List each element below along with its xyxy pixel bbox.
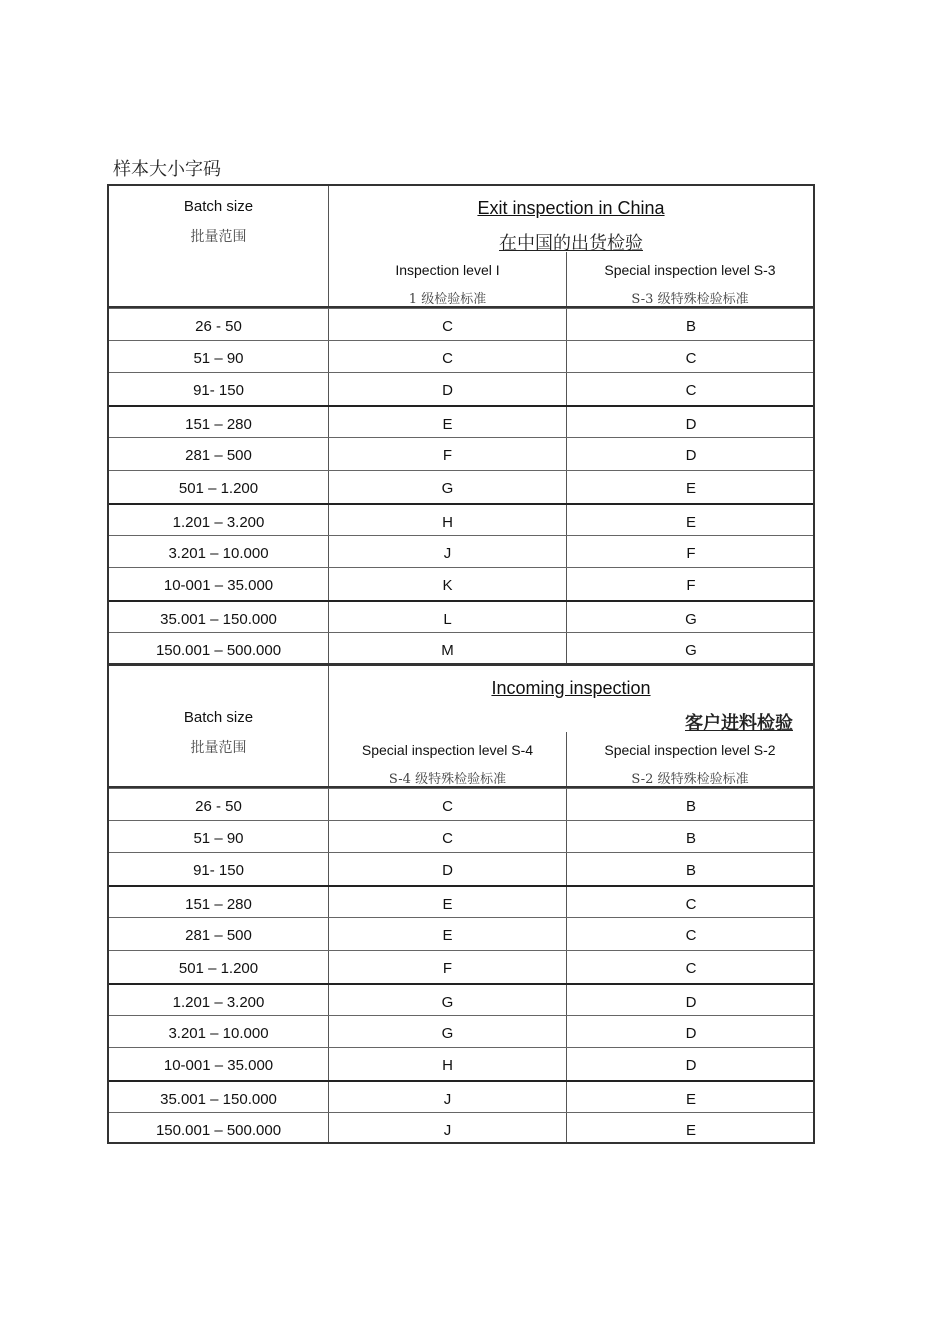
- exit-inspection-table: [107, 184, 815, 665]
- table-row: [109, 1015, 813, 1047]
- table-row: [109, 600, 813, 632]
- batch-size-header: [109, 666, 329, 786]
- code-level-2: C: [685, 350, 697, 367]
- table-row: [109, 308, 813, 340]
- code-level-1: F: [442, 447, 453, 464]
- batch-range: 151 – 280: [185, 416, 252, 433]
- batch-range: 51 – 90: [193, 350, 244, 367]
- level-2-label-zh: S-3 级特殊检验标准: [631, 292, 749, 307]
- table-row: [109, 340, 813, 372]
- code-level-2: C: [685, 960, 697, 977]
- level-2-label: Special inspection level S-3: [604, 262, 776, 278]
- batch-range: 10-001 – 35.000: [163, 577, 274, 594]
- code-level-2: B: [685, 862, 696, 879]
- batch-size-label-zh: 批量范围: [190, 229, 247, 245]
- inspection-header: [329, 186, 813, 306]
- inspection-title: Exit inspection in China: [477, 198, 665, 218]
- level-2-label-zh: S-2 级特殊检验标准: [631, 772, 749, 787]
- code-level-2: F: [686, 545, 696, 562]
- table-header: [109, 186, 813, 308]
- table-row: [109, 567, 813, 599]
- code-level-2: G: [685, 611, 697, 628]
- level-2-label: Special inspection level S-2: [604, 742, 776, 758]
- level-1-label-zh: 1 级检验标准: [408, 292, 487, 307]
- code-level-2: D: [685, 447, 697, 464]
- code-level-1: J: [443, 1122, 452, 1139]
- code-level-1: C: [442, 830, 453, 847]
- batch-range: 501 – 1.200: [178, 480, 259, 497]
- incoming-inspection-table: [107, 664, 815, 1144]
- inspection-title-zh: 在中国的出货检验: [499, 233, 643, 254]
- table-row: [109, 503, 813, 535]
- batch-size-label: Batch size: [183, 709, 254, 726]
- code-level-1: G: [441, 480, 454, 497]
- code-level-1: D: [442, 382, 453, 399]
- table-row: [109, 852, 813, 884]
- table-row: [109, 437, 813, 469]
- code-level-2: C: [685, 927, 697, 944]
- level-1-label: Special inspection level S-4: [361, 742, 534, 758]
- table-row: [109, 917, 813, 949]
- code-level-1: E: [442, 416, 453, 433]
- document-title: 样本大小字码: [113, 159, 221, 180]
- code-level-1: H: [442, 1057, 453, 1074]
- batch-size-header: [109, 186, 329, 306]
- code-level-1: E: [442, 927, 453, 944]
- code-level-1: C: [442, 350, 453, 367]
- table-row: [109, 983, 813, 1015]
- code-level-2: C: [685, 896, 697, 913]
- table-row: [109, 1080, 813, 1112]
- code-level-2: B: [685, 318, 696, 335]
- inspection-title: Incoming inspection: [491, 678, 651, 698]
- table-body: [109, 308, 813, 663]
- code-level-1: E: [442, 896, 453, 913]
- inspection-header: [329, 666, 813, 786]
- batch-range: 150.001 – 500.000: [155, 1122, 282, 1139]
- table-row: [109, 535, 813, 567]
- batch-range: 1.201 – 3.200: [172, 994, 265, 1011]
- code-level-2: B: [685, 830, 696, 847]
- batch-range: 26 - 50: [195, 798, 242, 815]
- code-level-1: J: [443, 545, 452, 562]
- code-level-1: C: [442, 798, 453, 815]
- code-level-1: K: [442, 577, 453, 594]
- table-row: [109, 885, 813, 917]
- code-level-2: F: [686, 577, 696, 594]
- code-level-1: F: [442, 960, 453, 977]
- batch-range: 501 – 1.200: [178, 960, 259, 977]
- batch-range: 281 – 500: [185, 447, 252, 464]
- table-row: [109, 820, 813, 852]
- code-level-1: D: [442, 862, 453, 879]
- batch-range: 91- 150: [193, 862, 244, 879]
- batch-range: 51 – 90: [193, 830, 244, 847]
- code-level-2: D: [685, 994, 697, 1011]
- table-row: [109, 470, 813, 502]
- batch-range: 91- 150: [193, 382, 244, 399]
- batch-range: 35.001 – 150.000: [160, 1091, 277, 1108]
- table-row: [109, 632, 813, 664]
- code-level-1: J: [443, 1091, 452, 1108]
- code-level-1: H: [442, 514, 453, 531]
- code-level-1: G: [441, 994, 454, 1011]
- code-level-2: B: [685, 798, 696, 815]
- table-body: [109, 788, 813, 1142]
- batch-range: 3.201 – 10.000: [168, 545, 269, 562]
- batch-range: 3.201 – 10.000: [168, 1025, 269, 1042]
- batch-range: 10-001 – 35.000: [163, 1057, 274, 1074]
- table-header: [109, 666, 813, 788]
- code-level-2: C: [685, 382, 697, 399]
- code-level-2: E: [685, 1091, 696, 1108]
- code-level-2: D: [685, 1025, 697, 1042]
- code-level-1: G: [441, 1025, 454, 1042]
- code-level-1: C: [442, 318, 453, 335]
- code-level-2: E: [685, 514, 696, 531]
- batch-size-label-zh: 批量范围: [190, 740, 247, 756]
- batch-range: 150.001 – 500.000: [155, 642, 282, 659]
- code-level-2: E: [685, 1122, 696, 1139]
- batch-size-label: Batch size: [183, 198, 254, 215]
- inspection-title-zh: 客户进料检验: [685, 713, 793, 733]
- batch-range: 1.201 – 3.200: [172, 514, 265, 531]
- table-row: [109, 1112, 813, 1144]
- code-level-1: L: [443, 611, 452, 628]
- code-level-1: M: [441, 642, 454, 659]
- level-1-label: Inspection level I: [395, 262, 500, 278]
- table-row: [109, 1047, 813, 1079]
- batch-range: 26 - 50: [195, 318, 242, 335]
- table-row: [109, 372, 813, 404]
- code-level-2: D: [685, 1057, 697, 1074]
- level-1-label-zh: S-4 级特殊检验标准: [388, 772, 507, 787]
- batch-range: 151 – 280: [185, 896, 252, 913]
- code-level-2: E: [685, 480, 696, 497]
- table-row: [109, 405, 813, 437]
- batch-range: 281 – 500: [185, 927, 252, 944]
- code-level-2: G: [685, 642, 697, 659]
- batch-range: 35.001 – 150.000: [160, 611, 277, 628]
- table-row: [109, 788, 813, 820]
- code-level-2: D: [685, 416, 697, 433]
- table-row: [109, 950, 813, 982]
